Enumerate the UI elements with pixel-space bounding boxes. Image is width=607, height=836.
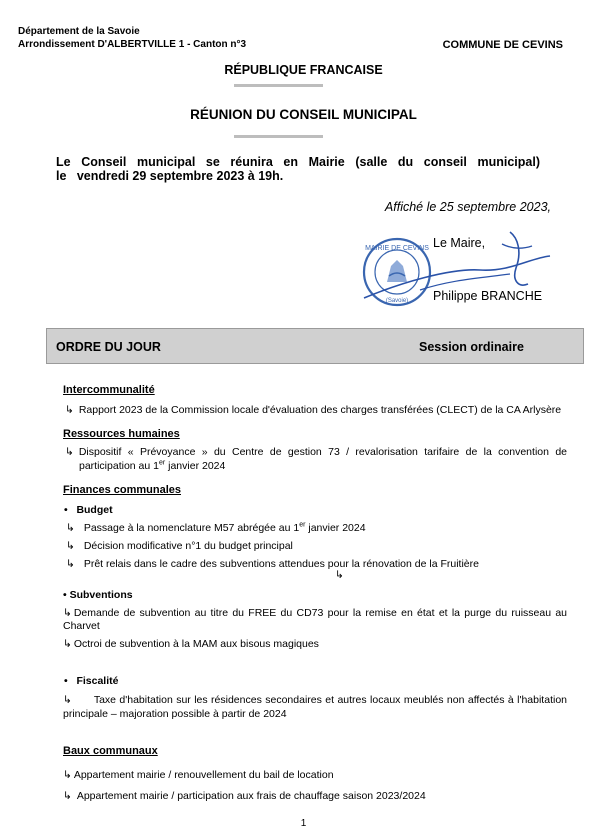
arrow-icon: ↳ — [65, 404, 74, 416]
list-item: ↳ Prêt relais dans le cadre des subventions attendues pour la rénovation de la Fruitière — [66, 558, 479, 570]
divider — [234, 135, 323, 138]
page-number: 1 — [300, 818, 307, 829]
section-intercommunalite: Intercommunalité — [63, 384, 155, 396]
section-ressources-humaines: Ressources humaines — [63, 428, 180, 440]
maire-title: Le Maire, — [433, 236, 486, 250]
list-item: ↳ Appartement mairie / renouvellement du bail de location — [63, 769, 334, 781]
stamp-subtext: (Savoie) — [385, 298, 409, 304]
arrondissement-label: Arrondissement D'ALBERTVILLE 1 - Canton n°3 — [18, 39, 247, 50]
list-item: ↳ Appartement mairie / participation aux frais de chauffage saison 2023/2024 — [63, 790, 426, 802]
posting-date: Affiché le 25 septembre 2023, — [384, 200, 551, 214]
republique-heading: RÉPUBLIQUE FRANCAISE — [224, 63, 383, 77]
agenda-title: ORDRE DU JOUR — [56, 340, 161, 354]
cursor-arrow-icon: ↳ — [335, 569, 344, 581]
arrow-icon: ↳ — [63, 607, 72, 619]
subsection-subventions: • Subventions — [63, 589, 133, 601]
section-baux-communaux: Baux communaux — [63, 745, 158, 757]
list-item-continuation: principale – majoration possible à partir de 2024 — [63, 708, 287, 720]
arrow-icon: ↳ — [63, 769, 72, 781]
list-item: ↳ Dispositif « Prévoyance » du Centre de gestion 73 / revalorisation tarifaire de la convention de — [65, 446, 567, 458]
list-item: ↳ Demande de subvention au titre du FREE du CD73 pour la remise en état et la purge du ruisseau au — [63, 607, 567, 619]
subsection-fiscalite: • Fiscalité — [64, 675, 119, 687]
arrow-icon: ↳ — [63, 638, 72, 650]
list-item: ↳ Taxe d'habitation sur les résidences secondaires et autres locaux meublés non affectés à l'habitation — [63, 694, 567, 706]
arrow-icon: ↳ — [63, 790, 72, 802]
meeting-intro-line2: le vendredi 29 septembre 2023 à 19h. — [56, 169, 284, 183]
list-item-continuation: Charvet — [63, 620, 100, 632]
list-item: ↳ Décision modificative n°1 du budget principal — [66, 540, 293, 552]
maire-name: Philippe BRANCHE — [433, 289, 543, 303]
subsection-budget: • Budget — [64, 504, 113, 516]
section-finances-communales: Finances communales — [63, 484, 181, 496]
divider — [234, 84, 323, 87]
stamp-text: MAIRIE DE CEVINS — [365, 245, 429, 252]
commune-label: COMMUNE DE CEVINS — [442, 39, 563, 51]
arrow-icon: ↳ — [63, 694, 72, 706]
list-item: ↳ Octroi de subvention à la MAM aux bisous magiques — [63, 638, 319, 650]
arrow-icon: ↳ — [66, 558, 75, 570]
page-title: RÉUNION DU CONSEIL MUNICIPAL — [190, 107, 417, 122]
session-type: Session ordinaire — [419, 340, 524, 354]
meeting-intro-line1: Le Conseil municipal se réunira en Mairie (salle du conseil municipal) — [56, 155, 540, 169]
list-item: ↳ Passage à la nomenclature M57 abrégée au 1er janvier 2024 — [66, 521, 366, 534]
list-item-continuation: participation au 1er janvier 2024 — [79, 459, 226, 472]
arrow-icon: ↳ — [65, 446, 74, 458]
arrow-icon: ↳ — [66, 522, 75, 534]
arrow-icon: ↳ — [66, 540, 75, 552]
departement-label: Département de la Savoie — [18, 26, 140, 37]
list-item: ↳ Rapport 2023 de la Commission locale d'évaluation des charges transférées (CLECT) de la CA Arlysère — [65, 404, 562, 416]
